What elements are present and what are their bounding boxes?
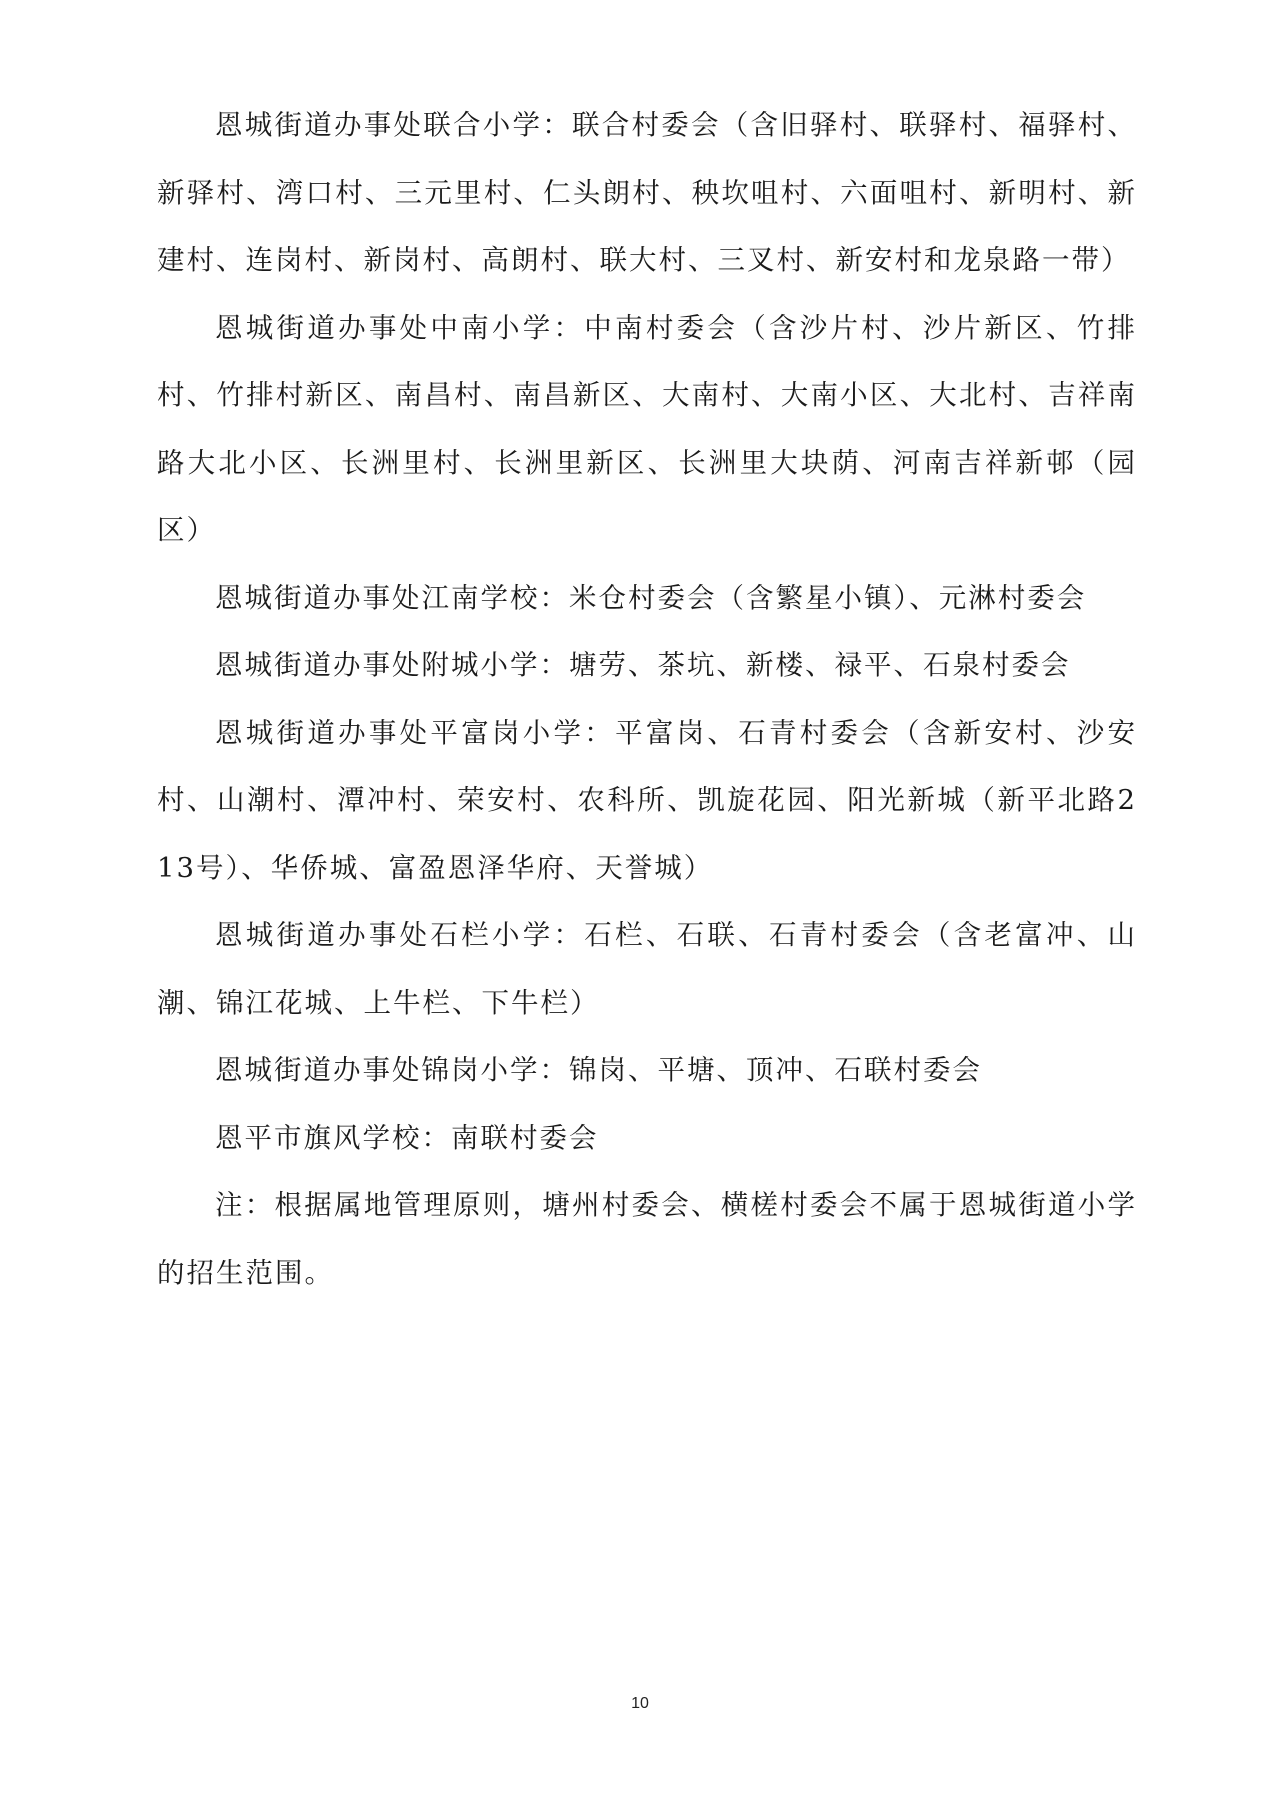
document-body: [157, 92, 1137, 1307]
paragraph-pingfugang-school: 恩城街道办事处平富岗小学：平富岗、石青村委会（含新安村、沙安村、山潮村、潭冲村、荣安村、农科所、凯旋花园、阳光新城（新平北路213号）、华侨城、富盈恩泽华府、天誉城）: [157, 716, 1137, 884]
paragraph-qifeng-school: 恩平市旗风学校：南联村委会: [215, 1121, 599, 1154]
page-number: 10: [631, 1695, 649, 1712]
paragraph-lianhe-school: 恩城街道办事处联合小学：联合村委会（含旧驿村、联驿村、福驿村、新驿村、湾口村、三元里村、仁头朗村、秧坎咀村、六面咀村、新明村、新建村、连岗村、新岗村、高朗村、联大村、三叉村、新安村和龙泉路一带）: [157, 109, 1137, 276]
paragraph-jiangnan-school: 恩城街道办事处江南学校：米仓村委会（含繁星小镇）、元淋村委会: [215, 581, 1087, 614]
paragraph-jingang-school: 恩城街道办事处锦岗小学：锦岗、平塘、顶冲、石联村委会: [215, 1054, 982, 1086]
paragraph-fucheng-school: 恩城街道办事处附城小学：塘劳、茶坑、新楼、禄平、石泉村委会: [215, 649, 1071, 681]
paragraph-note: 注：根据属地管理原则，塘州村委会、横槎村委会不属于恩城街道小学的招生范围。: [157, 1189, 1137, 1289]
paragraph-zhongnan-school: 恩城街道办事处中南小学：中南村委会（含沙片村、沙片新区、竹排村、竹排村新区、南昌村、南昌新区、大南村、大南小区、大北村、吉祥南路大北小区、长洲里村、长洲里新区、长洲里大块荫、河南吉祥新邨（园区）: [157, 311, 1137, 546]
paragraph-shilan-school: 恩城街道办事处石栏小学：石栏、石联、石青村委会（含老富冲、山潮、锦江花城、上牛栏、下牛栏）: [157, 919, 1137, 1019]
